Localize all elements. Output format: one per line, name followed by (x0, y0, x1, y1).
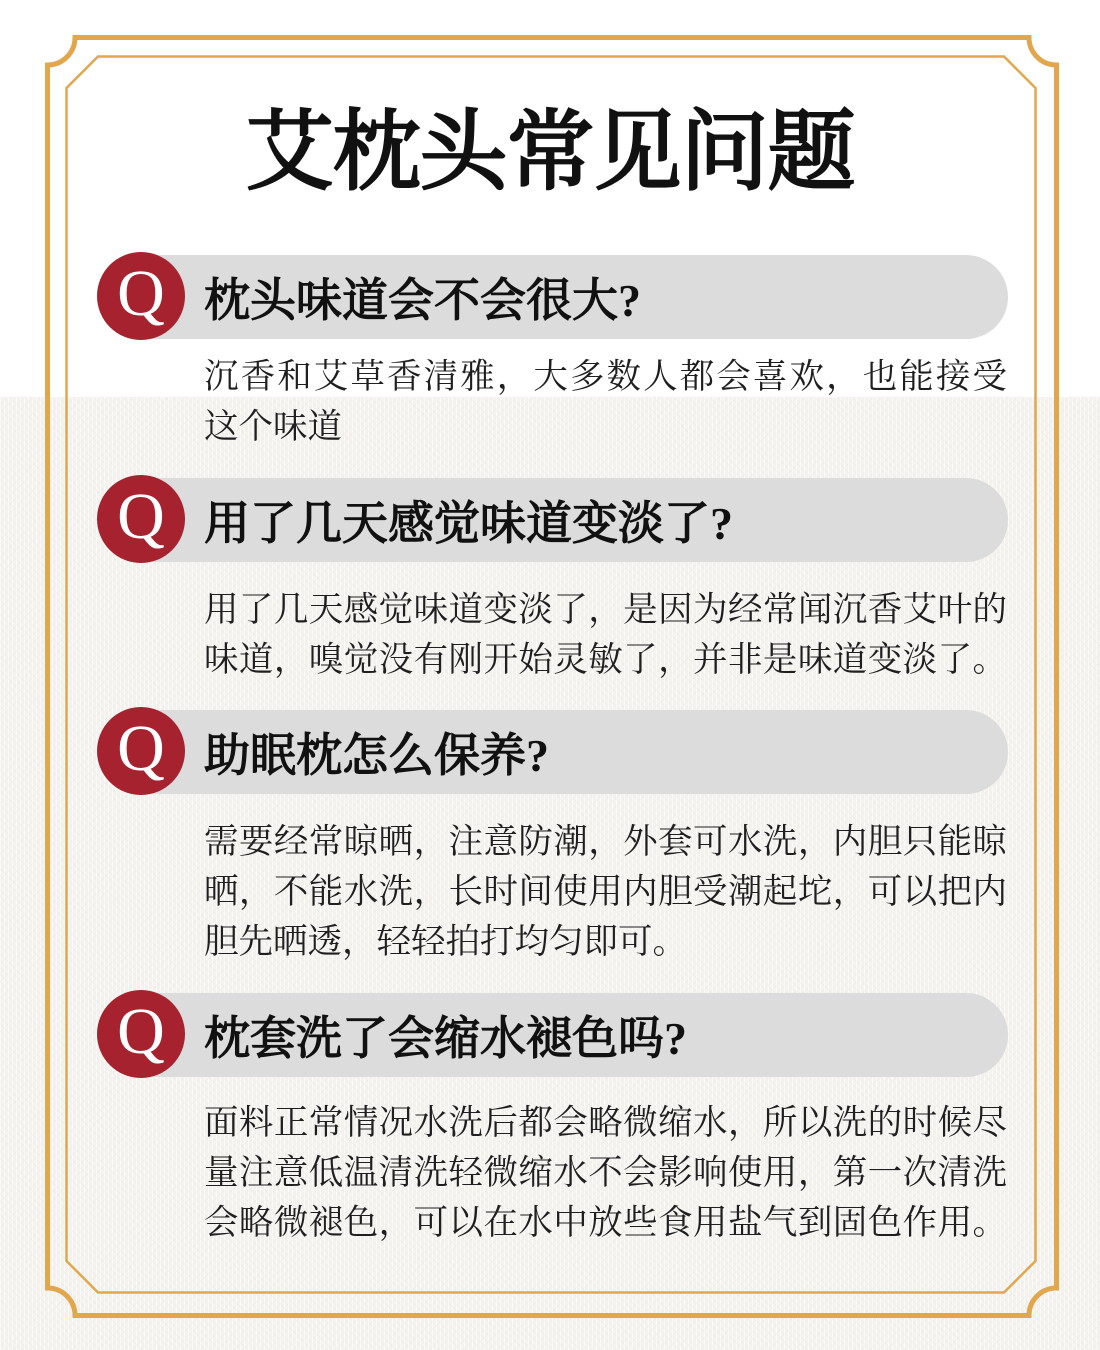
q-letter: Q (117, 995, 165, 1068)
question-text: 用了几天感觉味道变淡了? (204, 498, 733, 549)
answer-1 (204, 352, 1007, 452)
answer-4 (204, 1098, 1007, 1248)
question-bar (114, 478, 1008, 562)
question-bar (114, 710, 1008, 794)
answer-line: 量注意低温清洗轻微缩水不会影响使用，第一次清洗 (204, 1154, 1007, 1192)
answer-line: 胆先晒透，轻轻拍打均匀即可。 (204, 923, 687, 961)
question-text: 助眠枕怎么保养? (204, 730, 549, 781)
question-row-1 (0, 252, 1100, 342)
question-row-3 (0, 707, 1100, 797)
answer-line: 用了几天感觉味道变淡了，是因为经常闻沉香艾叶的 (204, 591, 1007, 629)
answer-2 (204, 585, 1007, 685)
answer-3 (204, 817, 1007, 967)
q-badge (97, 252, 185, 340)
answer-line: 需要经常晾晒，注意防潮，外套可水洗，内胆只能晾 (204, 823, 1007, 861)
question-row-2 (0, 475, 1100, 565)
question-row-4 (0, 990, 1100, 1080)
answer-line: 这个味道 (204, 408, 342, 446)
question-bar (114, 993, 1008, 1077)
q-letter: Q (117, 257, 165, 330)
answer-line: 面料正常情况水洗后都会略微缩水，所以洗的时候尽 (204, 1104, 1007, 1142)
q-letter: Q (117, 712, 165, 785)
page-title: 艾枕头常见问题 (245, 105, 855, 202)
q-badge (97, 707, 185, 795)
question-text: 枕套洗了会缩水褪色吗? (204, 1013, 687, 1064)
question-bar (114, 255, 1008, 339)
question-text: 枕头味道会不会很大? (204, 275, 641, 326)
answer-line: 味道，嗅觉没有刚开始灵敏了，并非是味道变淡了。 (204, 641, 1007, 679)
answer-line: 沉香和艾草香清雅，大多数人都会喜欢，也能接受 (204, 358, 1007, 396)
q-badge (97, 475, 185, 563)
q-badge (97, 990, 185, 1078)
answer-line: 晒，不能水洗，长时间使用内胆受潮起坨，可以把内 (204, 873, 1007, 911)
q-letter: Q (117, 480, 165, 553)
answer-line: 会略微褪色，可以在水中放些食用盐气到固色作用。 (204, 1204, 1007, 1242)
